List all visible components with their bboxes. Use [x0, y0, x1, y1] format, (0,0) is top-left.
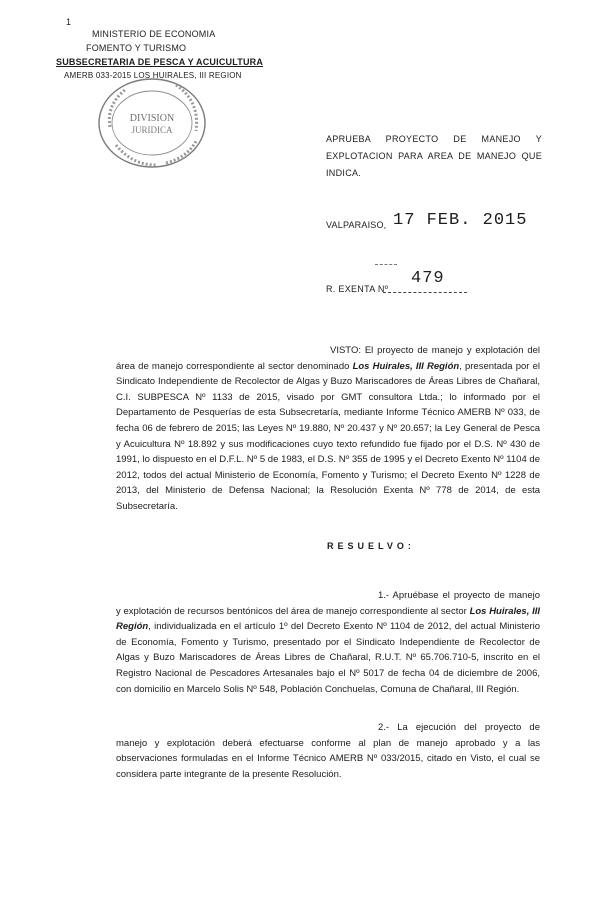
letterhead-ministry: MINISTERIO DE ECONOMIA: [92, 29, 216, 39]
article-2-paragraph: 2.- La ejecución del proyecto de manejo y explotación deberá efectuarse conforme al plan de manejo aprobado y a las observaciones formuladas en el Informe Técnico AMERB Nº 033/2015, citado en Visto, el cual se considera parte integrante de la presente Resolución.: [116, 722, 540, 780]
letterhead-ministry-sub: FOMENTO Y TURISMO: [86, 43, 187, 53]
letterhead-reference: AMERB 033-2015 LOS HUIRALES, III REGION: [64, 71, 242, 80]
article-1-paragraph: [116, 588, 540, 697]
resolution-label: R. EXENTA Nº: [326, 284, 389, 294]
letterhead-subsecretaria: SUBSECRETARIA DE PESCA Y ACUICULTURA: [56, 57, 264, 67]
date-stamp: 17 FEB. 2015: [393, 211, 528, 230]
place-label: VALPARAISO,: [326, 220, 387, 230]
seal-line-1: DIVISION: [129, 113, 175, 124]
article-1-sector: Los Huirales, III Región: [116, 605, 540, 633]
resolution-subject: APRUEBA PROYECTO DE MANEJO Y EXPLOTACION PARA AREA DE MANEJO QUE INDICA.: [326, 134, 542, 178]
resuelvo-heading: RESUELVO:: [327, 541, 415, 551]
article-1-lead: 1.- Apruébase el proyecto de manejo y explotación de recursos bentónicos del área de manejo correspondiente al sector: [116, 590, 540, 617]
visto-rest: , presentada por el Sindicato Independiente de Recolector de Algas y Buzo Mariscadores de Áreas Libres de Chañaral, C.I. SUBPESCA Nº 1133 de 2015, visado por GMT consultora Ltda.; lo informado por el Departamento de Pesquerías de esta Subsecretaría, mediante Informe Técnico AMERB Nº 033, de fecha 06 de febrero de 2015; las Leyes Nº 19.880, Nº 20.437 y Nº 20.657; la Ley General de Pesca y Acuicultura Nº 18.892 y sus modificaciones cuyo texto refundido fue fijado por el D.S. Nº 430 de 1991, lo dispuesto en el D.F.L. Nº 5 de 1983, el D.S. Nº 355 de 1995 y el Decreto Exento Nº 1104 de 2012, todos del actual Ministerio de Economía, Fomento y Turismo; el Decreto Exento Nº 1228 de 2013, del Ministerio de Defensa Nacional; la Resolución Exenta Nº 778 de 2014, de esta Subsecretaría.: [116, 360, 540, 512]
visto-lead: VISTO: El proyecto de manejo y explotación del área de manejo correspondiente al sector denominado: [116, 345, 540, 372]
page-mark: 1: [66, 17, 72, 27]
seal-line-2: JURIDICA: [131, 125, 173, 135]
article-1-rest: , individualizada en el artículo 1º del Decreto Exento Nº 1104 de 2012, del actual Ministerio de Economía, Fomento y Turismo, presentado por el Sindicato Independiente de Recolector de Algas y Buzo Mariscadores de Áreas Libres de Chañaral, R.U.T. Nº 65.706.710-5, inscrito en el Registro Nacional de Pescadores Artesanales bajo el Nº 5017 de fecha 04 de diciembre de 2006, con domicilio en Marcelo Solis Nº 548, Población Conchuelas, Comuna de Chañaral, III Región.: [116, 621, 540, 695]
visto-paragraph: [116, 343, 540, 515]
resolution-number: 479: [411, 269, 445, 288]
resolution-number-line: [383, 292, 467, 293]
division-juridica-seal: [96, 75, 208, 171]
visto-sector: Los Huirales, III Región: [352, 360, 460, 372]
number-tick: [375, 264, 397, 265]
